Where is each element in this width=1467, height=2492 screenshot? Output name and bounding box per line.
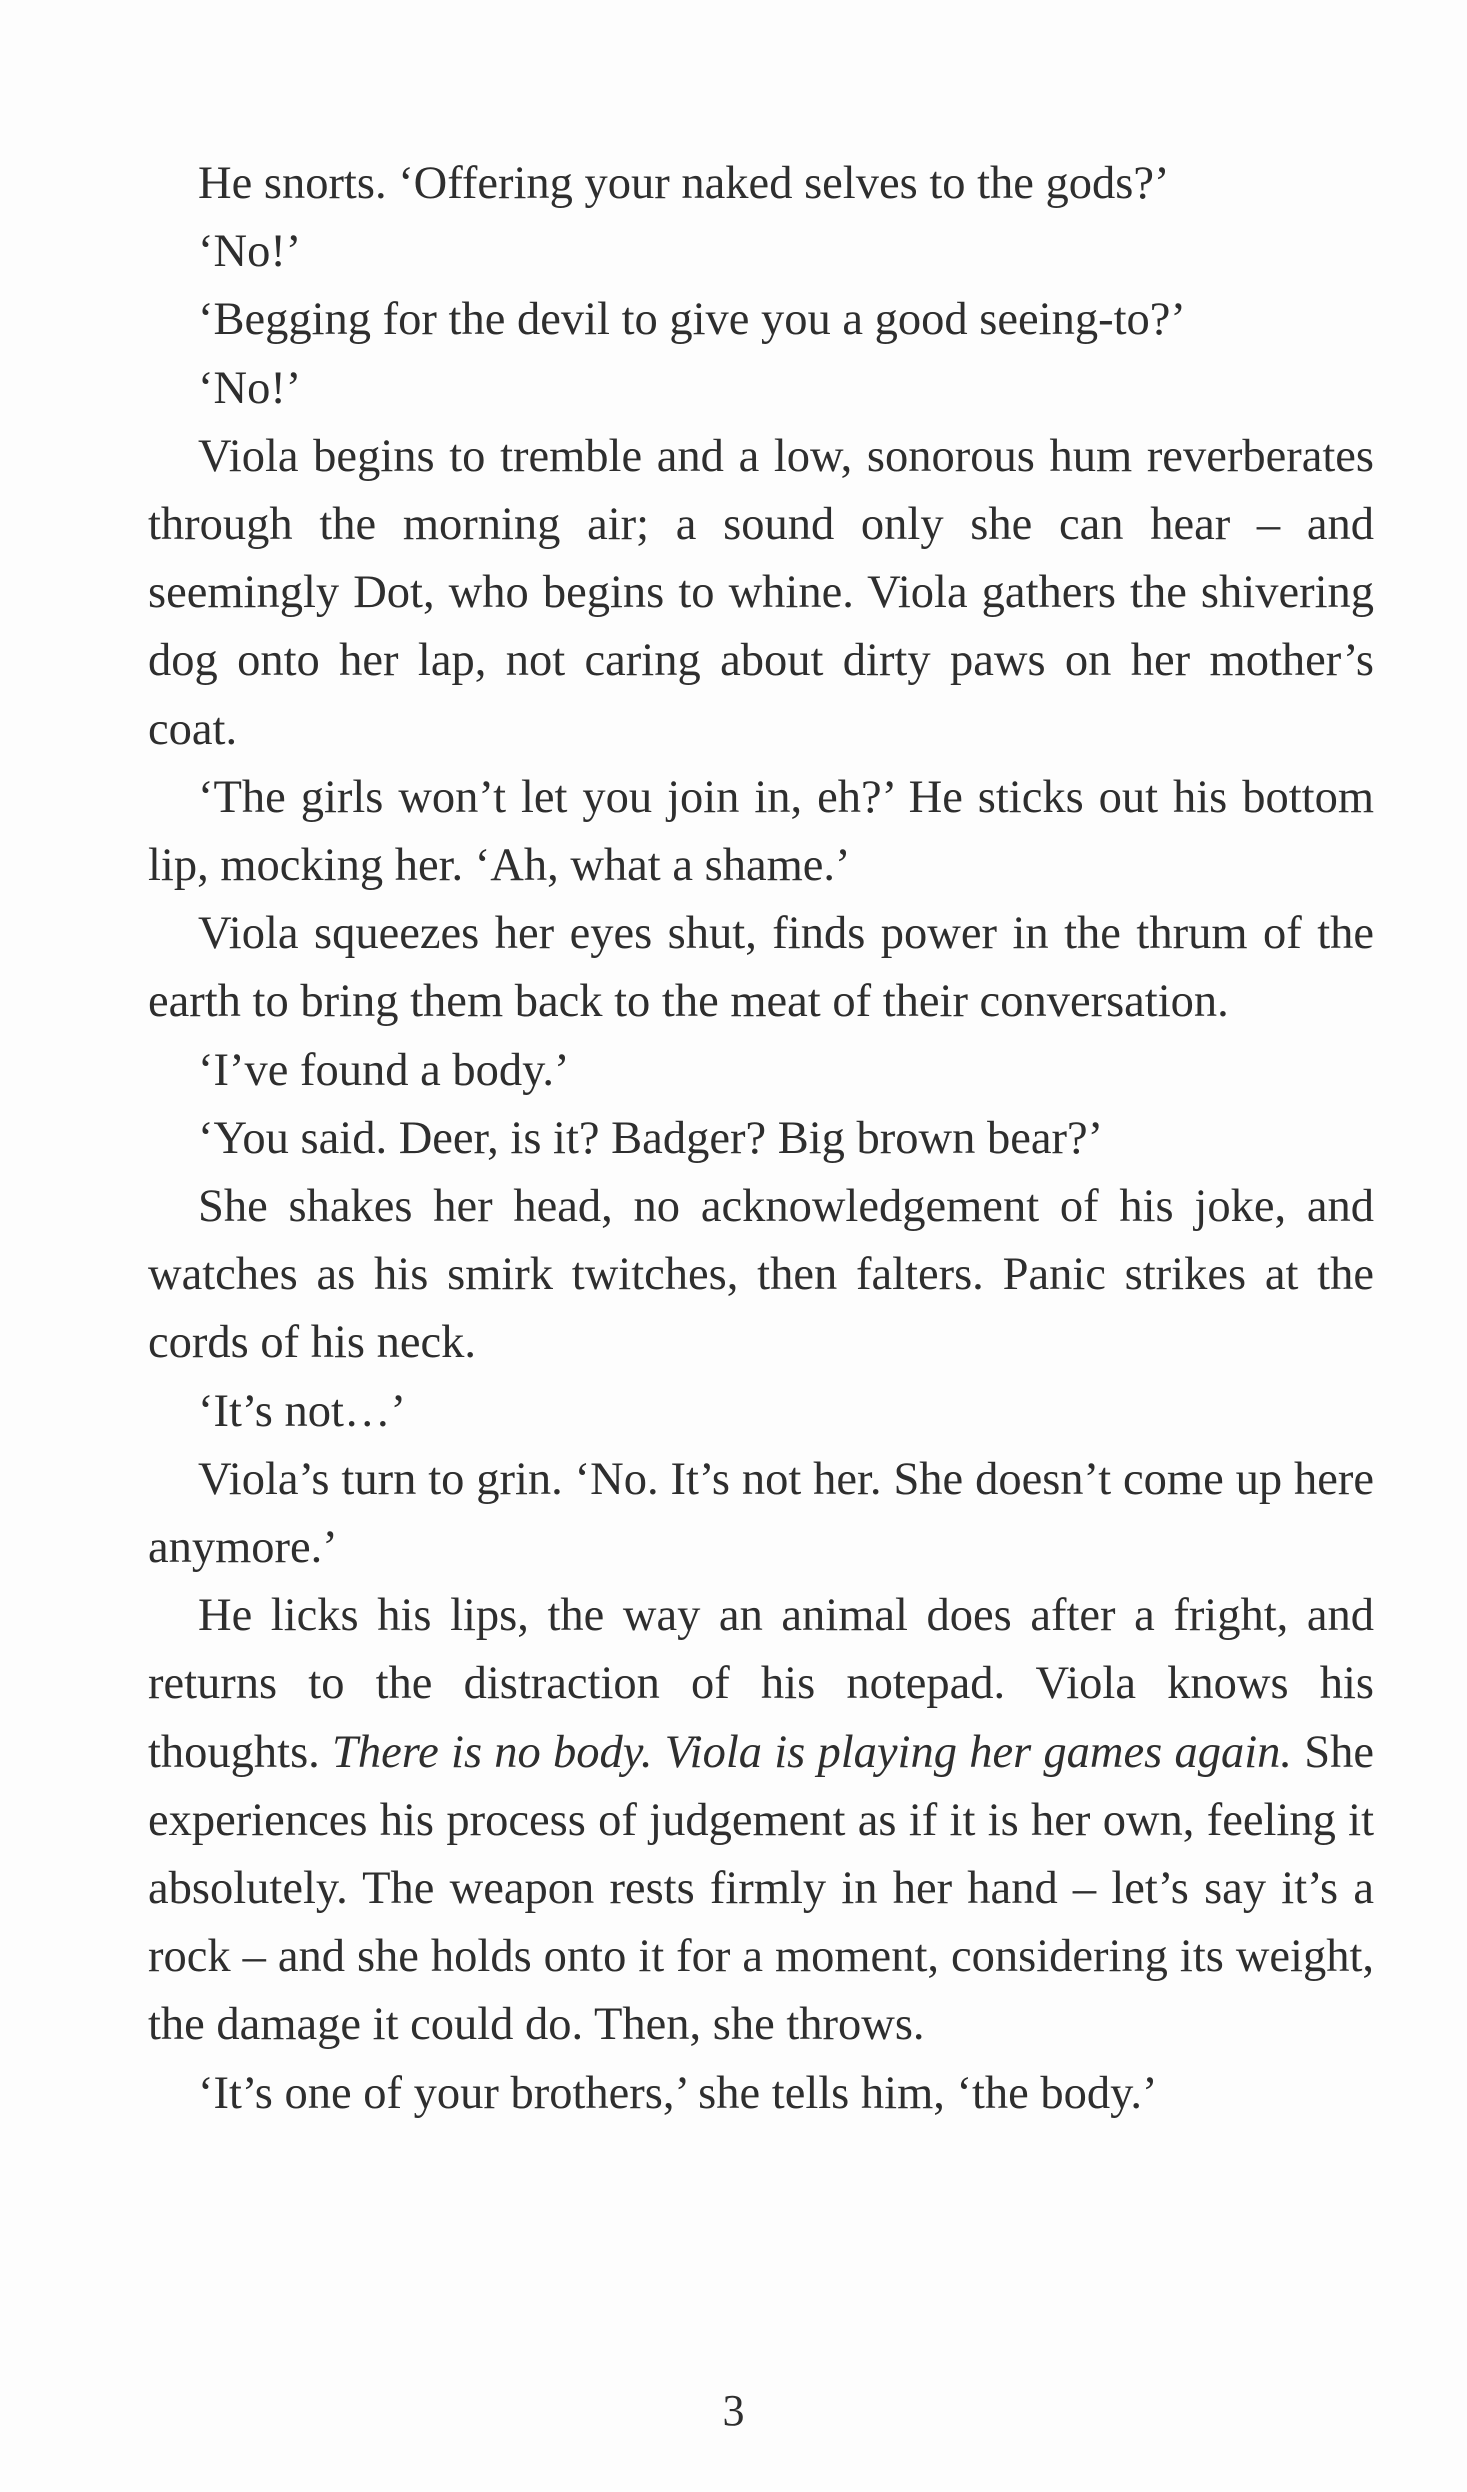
body-text [148, 150, 1374, 2128]
page-number: 3 [722, 2386, 745, 2435]
paragraph-with-italic-thoughts [148, 1582, 1374, 2059]
paragraph-text: He licks his lips, the way an animal does after a fright, and returns to the distraction of his notepad. Viola knows his thoughts. [148, 1590, 1374, 1778]
paragraph: ‘No!’ [198, 226, 302, 278]
paragraph: ‘The girls won’t let you join in, eh?’ He sticks out his bottom lip, mocking her. ‘Ah, what a shame.’ [148, 771, 1374, 892]
paragraph: ‘Begging for the devil to give you a good seeing-to?’ [198, 294, 1186, 346]
italic-thought: There is no body. Viola is playing her games again. [332, 1726, 1293, 1778]
paragraph: Viola’s turn to grin. ‘No. It’s not her. She doesn’t come up here anymore.’ [148, 1453, 1374, 1574]
paragraph: ‘You said. Deer, is it? Badger? Big brown bear?’ [198, 1112, 1104, 1164]
paragraph: Viola squeezes her eyes shut, finds power in the thrum of the earth to bring them back to the meat of their conversation. [148, 908, 1374, 1028]
paragraph: She shakes her head, no acknowledgement of his joke, and watches as his smirk twitches, then falters. Panic strikes at the cords of his neck. [148, 1181, 1374, 1369]
paragraph: ‘No!’ [198, 362, 302, 414]
paragraph: ‘It’s not…’ [198, 1385, 406, 1437]
final-paragraph: ‘It’s one of your brothers,’ she tells him, ‘the body.’ [198, 2067, 1158, 2119]
paragraph: Viola begins to tremble and a low, sonorous hum reverberates through the morning air; a sound only she can hear – and seemingly Dot, who begins to whine. Viola gathers the shivering dog onto her lap, not caring about dirty paws on her mother’s coat. [148, 430, 1374, 755]
paragraph: He snorts. ‘Offering your naked selves to the gods?’ [198, 158, 1170, 209]
paragraph-text: She experiences his process of judgement as if it is her own, feeling it absolutely. The weapon rests firmly in her hand – let’s say it’s a rock – and she holds onto it for a moment, considering its weight, the damage it could do. Then, she throws. [148, 1726, 1374, 2051]
paragraph: ‘I’ve found a body.’ [198, 1044, 570, 1096]
